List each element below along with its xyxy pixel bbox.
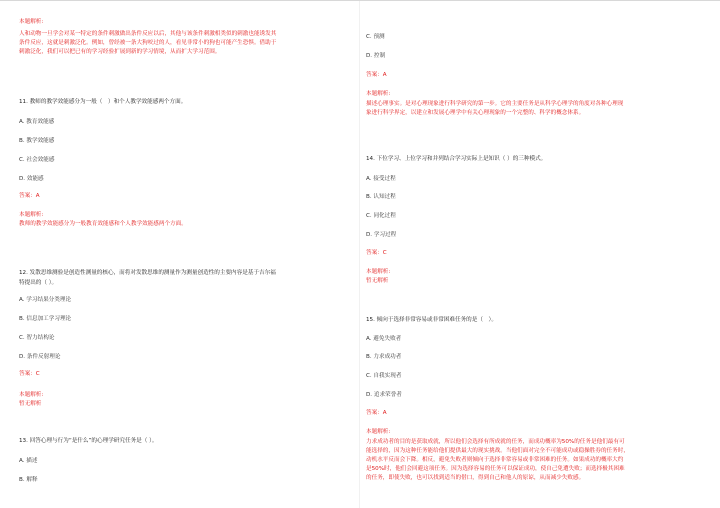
analysis-line: 能选择的，因为这种任务能给他们提供最大的现实挑战。当他们面对完全不可能成功或稳操胜券的任务时， <box>366 448 629 454</box>
page-fold-line <box>359 1 360 508</box>
option-b[interactable]: B. 认知过程 <box>366 194 396 200</box>
question-stem: 12. 发散思维测验是创造性测量的核心，而将对发散思维的测量作为测量创造性的主要内容是基于吉尔福 <box>19 270 276 276</box>
analysis-line: 是50%时，他们会回避这项任务。因为选择容易的任务可以保证成功，使自己免遭失败；而选择极其困难 <box>366 466 625 472</box>
analysis-heading: 本题解析: <box>19 19 44 25</box>
question-stem: 15. 倾向于选择非常容易或非常困难任务的是（ ）。 <box>366 317 497 323</box>
analysis-line: 的任务，即使失败，也可以找到适当的借口，得到自己和他人的原谅，从而减少失败感。 <box>366 475 585 481</box>
analysis-line: 力求成功者的目的是获取成就，所以他们会选择有所成就的任务，而成功概率为50%的任务是他们最有可 <box>366 439 625 445</box>
option-a[interactable]: A. 学习结果分类理论 <box>19 297 72 303</box>
analysis-heading: 本题解析: <box>19 392 44 398</box>
answer-text: 答案：A <box>366 410 387 416</box>
option-a[interactable]: A. 接受过程 <box>366 176 396 182</box>
analysis-line: 暂无解析 <box>366 278 389 284</box>
analysis-line: 暂无解析 <box>19 401 42 407</box>
question-stem: 11. 教师的教学效能感分为一般（ ）和个人教学效能感两个方面。 <box>19 99 187 105</box>
analysis-line: 刺激泛化，我们可以把已有的学习经验扩展到新的学习情境，从而扩大学习范围。 <box>19 49 221 55</box>
option-c[interactable]: C. 预测 <box>366 34 385 40</box>
option-c[interactable]: C. 自我实现者 <box>366 373 402 379</box>
analysis-heading: 本题解析: <box>366 91 391 97</box>
option-b[interactable]: B. 教学效能感 <box>19 138 55 144</box>
option-d[interactable]: D. 控制 <box>366 53 386 59</box>
option-b[interactable]: B. 信息加工学习理论 <box>19 316 72 322</box>
analysis-heading: 本题解析: <box>366 429 391 435</box>
analysis-heading: 本题解析: <box>19 212 44 218</box>
analysis-line: 人和动物一旦学会对某一特定的条件刺激做出条件反应以后，其他与该条件刺激相类似的刺激也能诱发其 <box>19 31 277 37</box>
question-stem: 13. 回答心理与行为“是什么”的心理学研究任务是（ ）。 <box>19 438 158 444</box>
answer-text: 答案：A <box>19 193 40 199</box>
option-b[interactable]: B. 解释 <box>19 477 38 483</box>
option-d[interactable]: D. 追求荣誉者 <box>366 392 402 398</box>
option-c[interactable]: C. 社会效能感 <box>19 157 55 163</box>
analysis-line: 教师的教学效能感分为一般教育效能感和个人教学效能感两个方面。 <box>19 221 187 227</box>
analysis-line: 描述心理事实。是对心理现象进行科学研究的第一步。它的主要任务是从科学心理学的角度对各种心理现 <box>366 101 624 107</box>
answer-text: 答案：A <box>366 72 387 78</box>
analysis-line: 象进行科学界定，以建立和发展心理学中有关心理现象的一个完整的、科学的概念体系。 <box>366 110 585 116</box>
question-stem: 特提出的（ ）。 <box>19 280 58 286</box>
answer-text: 答案：C <box>19 371 40 377</box>
option-a[interactable]: A. 教育效能感 <box>19 119 55 125</box>
analysis-line: 动机水平反而会下降。相反，避免失败者则倾向于选择非常容易或非常困难的任务。如果成功的概率大约 <box>366 457 624 463</box>
option-a[interactable]: A. 描述 <box>19 458 38 464</box>
option-d[interactable]: D. 条件反射理论 <box>19 354 61 360</box>
answer-text: 答案：C <box>366 250 387 256</box>
option-c[interactable]: C. 智力结构论 <box>19 335 55 341</box>
analysis-line: 条件反应，这就是刺激泛化。例如，曾经被一条大狗咬过的人，看见非常小的狗也可能产生恐惧。借助于 <box>19 40 277 46</box>
option-a[interactable]: A. 避免失败者 <box>366 336 402 342</box>
question-stem: 14. 下位学习、上位学习和并列结合学习实际上是知识（ ）的三种模式。 <box>366 156 547 162</box>
analysis-heading: 本题解析: <box>366 269 391 275</box>
option-b[interactable]: B. 力求成功者 <box>366 354 402 360</box>
option-d[interactable]: D. 学习过程 <box>366 232 397 238</box>
option-d[interactable]: D. 效能感 <box>19 176 44 182</box>
option-c[interactable]: C. 同化过程 <box>366 213 396 219</box>
